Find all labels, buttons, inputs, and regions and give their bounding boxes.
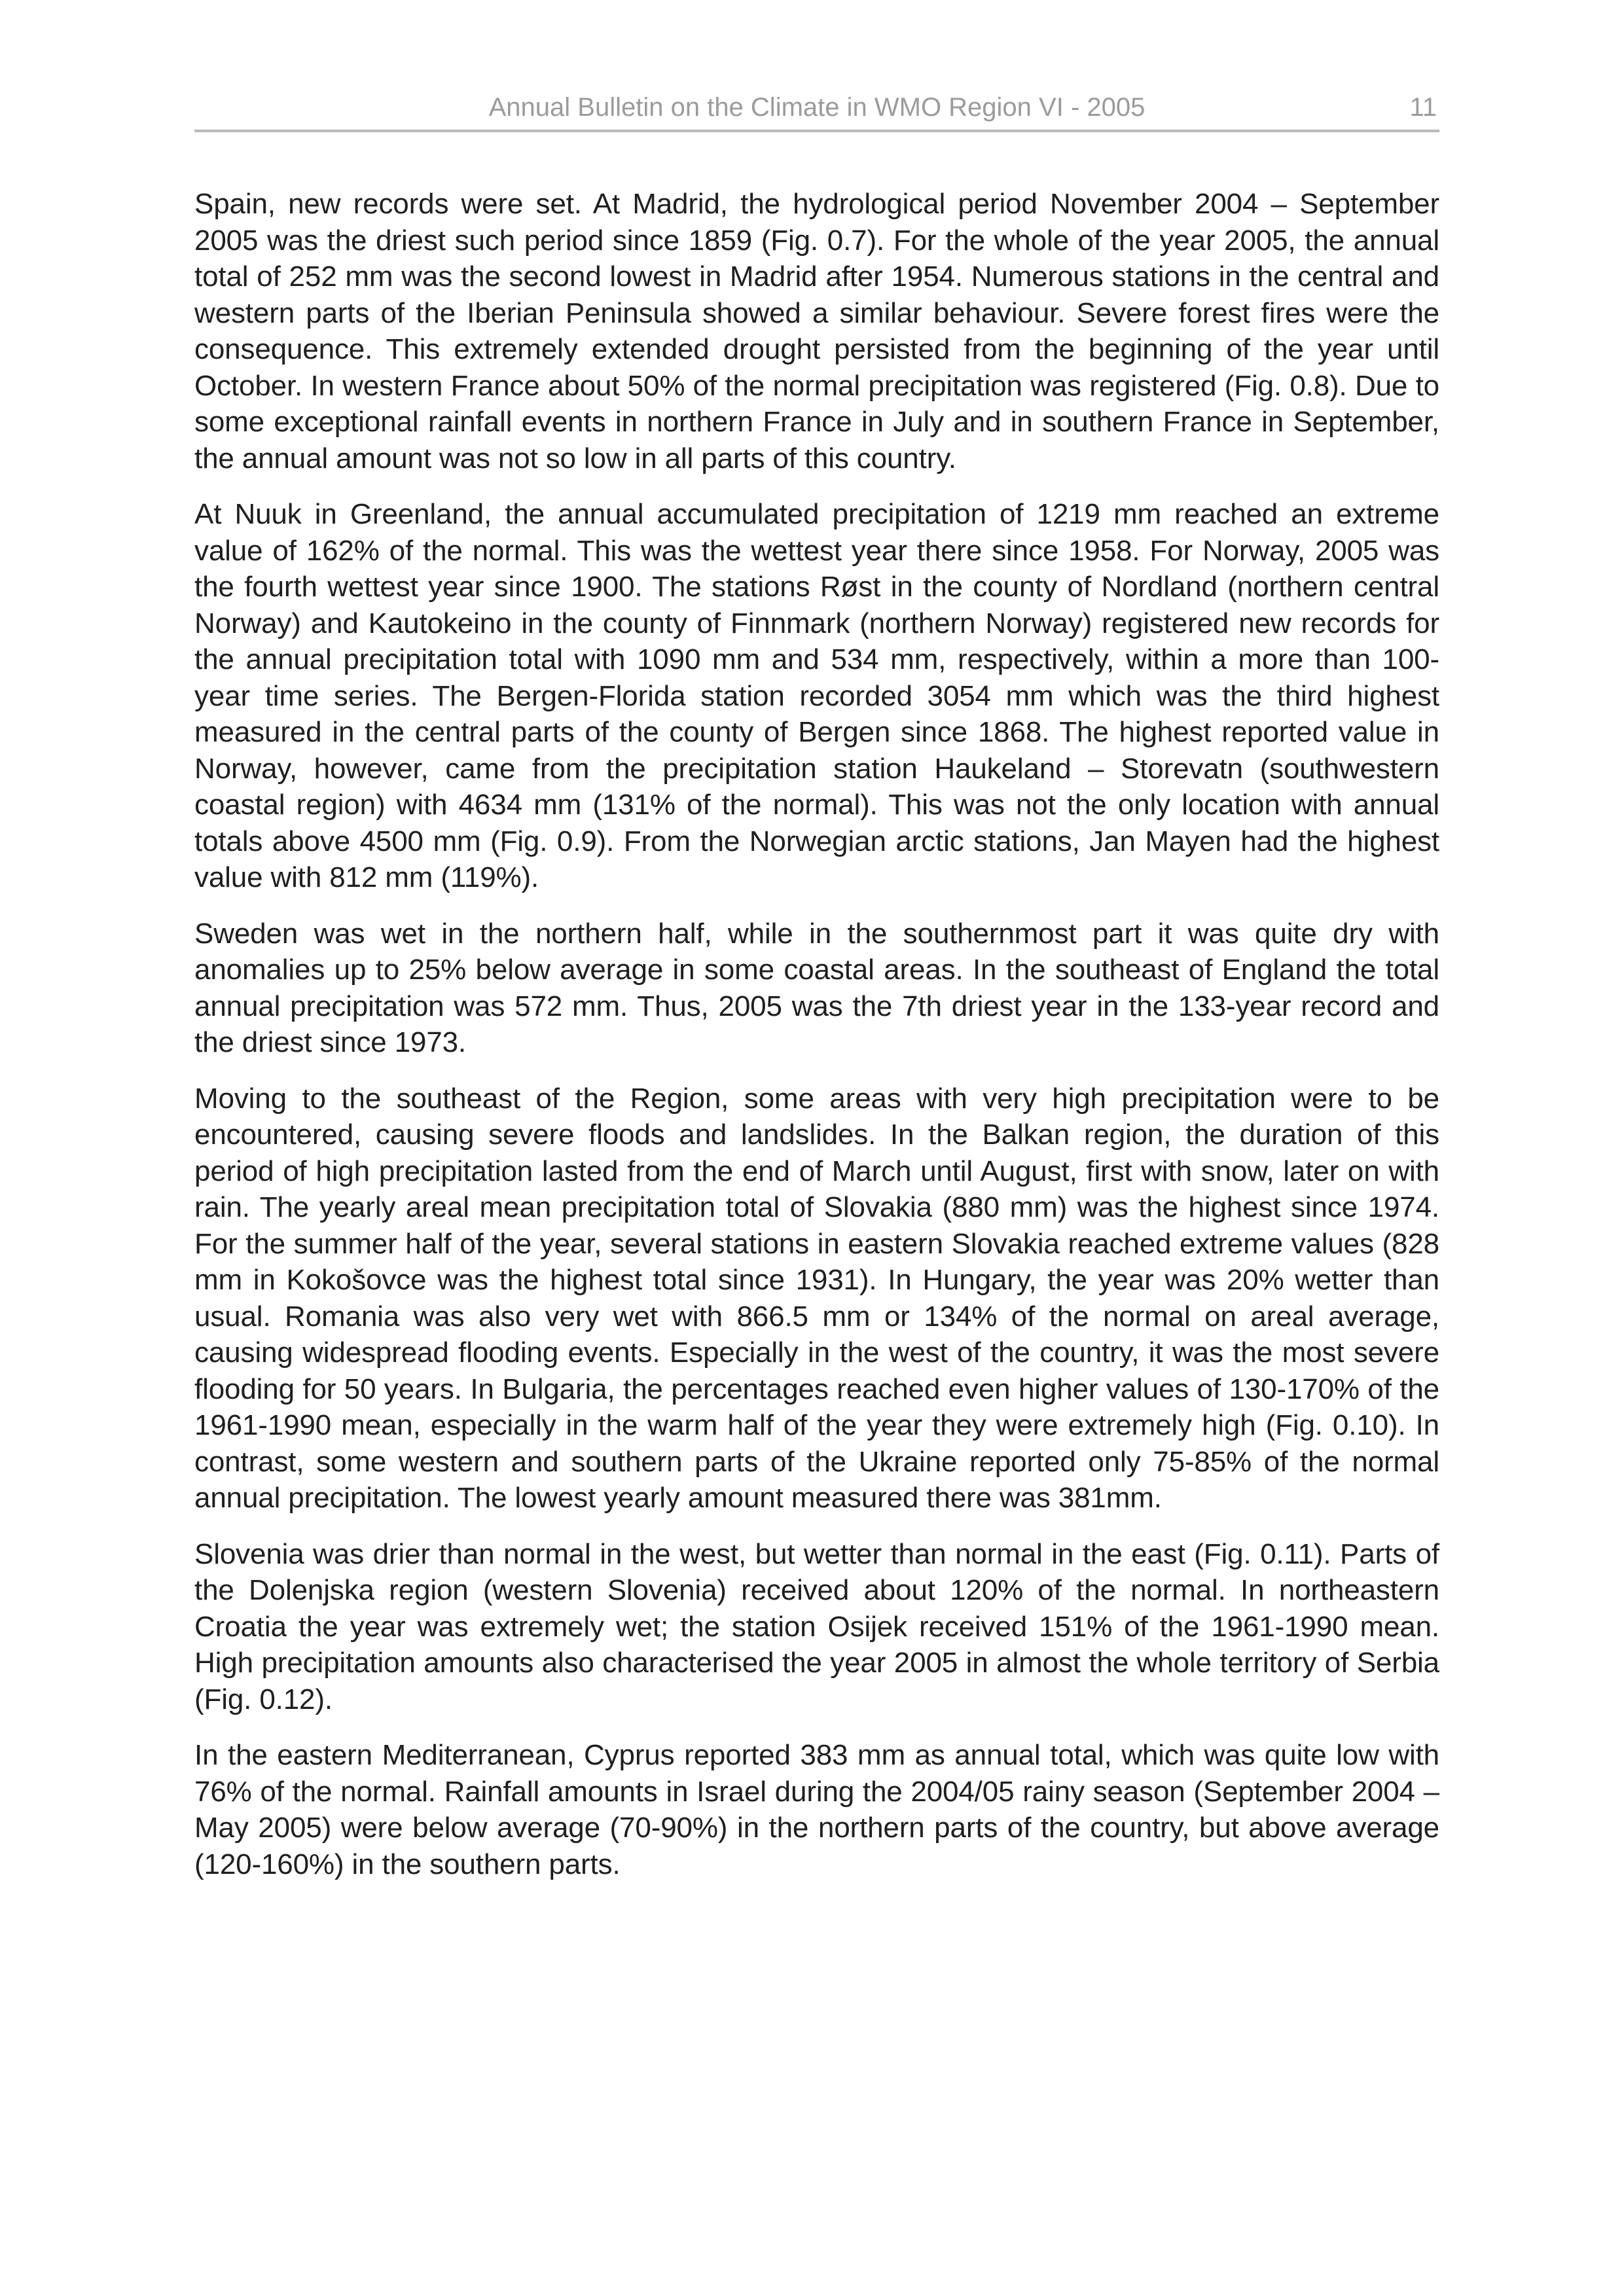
running-header bbox=[194, 92, 1439, 132]
header-title: Annual Bulletin on the Climate in WMO Region VI - 2005 bbox=[488, 93, 1146, 122]
paragraph-eastern-mediterranean: In the eastern Mediterranean, Cyprus reported 383 mm as annual total, which was quite low with 76% of the normal. Rainfall amounts in Israel during the 2004/05 rainy season (September 2004 – May 2005) were below average (70-90%) in the northern parts of the country, but above average (120-160%) in the southern parts. bbox=[194, 1739, 1439, 1880]
paragraph-balkans: Moving to the southeast of the Region, some areas with very high precipitation were to be encountered, causing severe floods and landslides. In the Balkan region, the duration of this period of high precipitation lasted from the end of March until August, first with snow, later on with rain. The yearly areal mean precipitation total of Slovakia (880 mm) was the highest since 1974. For the summer half of the year, several stations in eastern Slovakia reached extreme values (828 mm in Kokošovce was the highest total since 1931). In Hungary, the year was 20% wetter than usual. Romania was also very wet with 866.5 mm or 134% of the normal on areal average, causing widespread flooding events. Especially in the west of the country, it was the most severe flooding for 50 years. In Bulgaria, the percentages reached even higher values of 130-170% of the 1961-1990 mean, especially in the warm half of the year they were extremely high (Fig. 0.10). In contrast, some western and southern parts of the Ukraine reported only 75-85% of the normal annual precipitation. The lowest yearly amount measured there was 381mm. bbox=[194, 1082, 1439, 1514]
body-text bbox=[194, 186, 1439, 1902]
paragraph-spain: Spain, new records were set. At Madrid, the hydrological period November 2004 – September 2005 was the driest such period since 1859 (Fig. 0.7). For the whole of the year 2005, the annual total of 252 mm was the second lowest in Madrid after 1954. Numerous stations in the central and western parts of the Iberian Peninsula showed a similar behaviour. Severe forest fires were the consequence. This extremely extended drought persisted from the beginning of the year until October. In western France about 50% of the normal precipitation was registered (Fig. 0.8). Due to some exceptional rainfall events in northern France in July and in southern France in September, the annual amount was not so low in all parts of this country. bbox=[194, 188, 1439, 475]
paragraph-greenland-norway: At Nuuk in Greenland, the annual accumulated precipitation of 1219 mm reached an extreme value of 162% of the normal. This was the wettest year there since 1958. For Norway, 2005 was the fourth wettest year since 1900. The stations Røst in the county of Nordland (northern central Norway) and Kautokeino in the county of Finnmark (northern Norway) registered new records for the annual precipitation total with 1090 mm and 534 mm, respectively, within a more than 100-year time series. The Bergen-Florida station recorded 3054 mm which was the third highest measured in the central parts of the county of Bergen since 1868. The highest reported value in Norway, however, came from the precipitation station Haukeland – Storevatn (southwestern coastal region) with 4634 mm (131% of the normal). This was not the only location with annual totals above 4500 mm (Fig. 0.9). From the Norwegian arctic stations, Jan Mayen had the highest value with 812 mm (119%). bbox=[194, 498, 1439, 893]
page-number: 11 bbox=[1409, 93, 1437, 122]
paragraph-slovenia-croatia-serbia: Slovenia was drier than normal in the west, but wetter than normal in the east (Fig. 0.11). Parts of the Dolenjska region (western Slovenia) received about 120% of the normal. In northeastern Croatia the year was extremely wet; the station Osijek received 151% of the 1961-1990 mean. High precipitation amounts also characterised the year 2005 in almost the whole territory of Serbia (Fig. 0.12). bbox=[194, 1537, 1439, 1715]
paragraph-sweden-england: Sweden was wet in the northern half, while in the southernmost part it was quite dry with anomalies up to 25% below average in some coastal areas. In the southeast of England the total annual precipitation was 572 mm. Thus, 2005 was the 7th driest year in the 133-year record and the driest since 1973. bbox=[194, 917, 1439, 1058]
